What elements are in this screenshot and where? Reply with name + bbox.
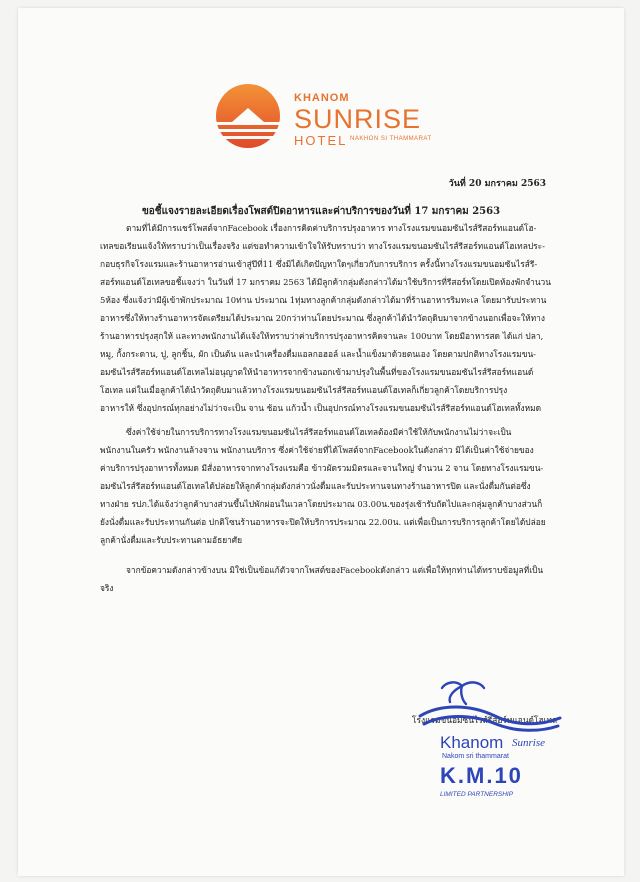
paragraph-line: 5ห้อง ซึ่งแจ้งว่ามีผู้เข้าพักประมาณ 10ท่าน ประมาณ 1ทุ่มทางลูกค้ากลุ่มดังกล่าวได้มาที่ร้านอาหารริมทะเล โดยมารับประทาน: [100, 295, 547, 305]
paragraph-line: อาหารซึ่งให้ทางร้านอาหารจัดเตรียมได้ประมาณ 20กว่าท่านโดยประมาณ ซึ่งลูกค้าได้นำวัตถุดิบมาจากข้างนอกเพื่อจะให้ทาง: [100, 313, 545, 323]
paragraph-line: ตามที่ได้มีการแชร์โพสต์จากFacebook เรื่องการคิดค่าบริการปรุงอาหาร ทางโรงแรมขนอมซันไรส์รีสอร์ทแอนด์โฮ-: [126, 223, 537, 233]
brand-location: NAKHON SI THAMMARAT: [350, 136, 432, 142]
paragraph-line: อาหารให้ ซึ่งอุปกรณ์ทุกอย่างไม่ว่าจะเป็น จาน ช้อน แก้วน้ำ เป็นอุปกรณ์ทางโรงแรมขนอมซันไรส์รีสอร์ทแอนด์โฮเทลทั้งหมด: [100, 403, 542, 413]
paragraph-line: โฮเทล แต่ในเมื่อลูกค้าได้นำวัตถุดิบมาแล้วทางโรงแรมขนอมซันไรส์รีสอร์ทแอนด์โฮเทลก็เกี่ยวลูกค้าโดยบริการปรุง: [100, 385, 508, 395]
paragraph-line: เทลขอเรียนแจ้งให้ทราบว่าเป็นเรื่องจริง แต่ขอทำความเข้าใจให้รับทราบว่า ทางโรงแรมขนอมซันไรส์รีสอร์ทแอนด์โฮเทลประ-: [100, 241, 545, 251]
paragraph-line: จากข้อความดังกล่าวข้างบน มิใช่เป็นข้อแก้ตัวจากโพสต์ของFacebookดังกล่าว แต่เพื่อให้ทุกท่านได้ทราบข้อมูลที่เป็น: [126, 565, 544, 575]
paragraph-line: อมซันไรส์รีสอร์ทแอนด์โฮเทลได้ปล่อยให้ลูกค้ากลุ่มดังกล่าวนั่งดื่มและรับประทานจนทางร้านอาหารปิด และนั่งดื่มกันต่อซึ่ง: [100, 481, 531, 491]
stamp-line-3: Nakom sri thammarat: [442, 753, 509, 760]
paragraph-line: ลูกค้านั่งดื่มและรับประทานตามอัธยาศัย: [100, 535, 243, 545]
palm-tree-icon: [442, 682, 484, 704]
paragraph-line: หมู, กั้งกระดาน, ปู, ลูกชิ้น, ผัก เป็นต้น และนำเครื่องดื่มแอลกอฮอล์ และน้ำแข็งมาด้วยตนเอง โดยตามปกติทางโรงแรมขน-: [100, 349, 537, 359]
paragraph-line: ค่าบริการปรุงอาหารทั้งหมด มีสั่งอาหารจากทางโรงแรมคือ ข้าวผัดรวมมิตรและจานใหญ่ จำนวน 2 จาน โดยทางโรงแรมขน-: [100, 463, 544, 473]
paragraph-line: ร้านอาหารปรุงสุกให้ และทางพนักงานได้แจ้งให้ทราบว่าค่าบริการปรุงอาหารคิดจานละ 100บาท โดยมีอาหารสด ได้แก่ ปลา,: [100, 331, 544, 341]
paragraph-line: จริง: [100, 583, 114, 593]
signature-text: โรงแรมขนอมซันไรส์รีสอร์ทแอนด์โฮเทล: [412, 715, 558, 725]
paragraph-line: ทางฝ่าย รปภ.ได้แจ้งว่าลูกค้าบางส่วนขึ้นไปพักผ่อนในเวลาโดยประมาณ 03.00น.ของรุ่งเช้ารับถัดไปและกลุ่มลูกค้าบางส่วนก็: [100, 499, 543, 509]
paragraph-line: พนักงานในครัว พนักงานล้างจาน พนักงานบริการ ซึ่งค่าใช้จ่ายที่ได้โพสต์จากFacebookในดังกล่าว มิได้เป็นค่าใช้จ่ายของ: [100, 445, 534, 455]
brand-sub: HOTEL: [294, 133, 348, 148]
paragraph-line: ซึ่งค่าใช้จ่ายในการบริการทางโรงแรมขนอมซันไรส์รีสอร์ทแอนด์โฮเทลต้องมีค่าใช้ให้กับพนักงานไม่ว่าจะเป็น: [126, 427, 512, 437]
stamp-line-5: LIMITED PARTNERSHIP: [440, 791, 514, 798]
paragraph-line: อมซันไรส์รีสอร์ทแอนด์โฮเทลไม่อนุญาตให้นำอาหารจากข้างนอกเข้ามาปรุงในพื้นที่ของโรงแรมขนอมซันไรส์รีสอร์ทแอนด์: [100, 367, 534, 377]
document-heading: ขอชี้แจงรายละเอียดเรื่องโพสต์ปิดอาหารและค่าบริการของวันที่ 17 มกราคม 2563: [141, 206, 501, 217]
brand-top: KHANOM: [294, 92, 350, 104]
paragraph-line: สอร์ทแอนด์โฮเทลขอชี้แจงว่า ในวันที่ 17 มกราคม 2563 ได้มีลูกค้ากลุ่มดังกล่าวได้มาใช้บริการที่รีสอร์ทโดยเปิดห้องพักจำนวน: [100, 277, 551, 287]
document-date: วันที่ 20 มกราคม 2563: [448, 179, 546, 189]
stamp-line-1: Khanom: [440, 733, 504, 752]
stamp-line-4: K.M.10: [440, 763, 523, 788]
document-page: [18, 8, 624, 876]
brand-main: SUNRISE: [294, 104, 422, 134]
wave-icon: [420, 707, 560, 730]
paragraph-line: กอบธุรกิจโรงแรมและร้านอาหารอ่านเข้าสู่ปีที่11 ซึ่งมิได้เกิดปัญหาใดๆเกี่ยวกับการบริการ ครั้งนี้ทางโรงแรมขนอมซันไรส์รี-: [100, 259, 538, 269]
paragraph-line: ยังนั่งดื่มและรับประทานกันต่อ ปกติโซนร้านอาหารจะปิดให้บริการประมาณ 22.00น. แต่เพื่อเป็นการบริการลูกค้าโดยได้ปล่อย: [100, 517, 546, 527]
stamp-line-2: Sunrise: [512, 737, 545, 749]
company-stamp: [400, 676, 570, 798]
